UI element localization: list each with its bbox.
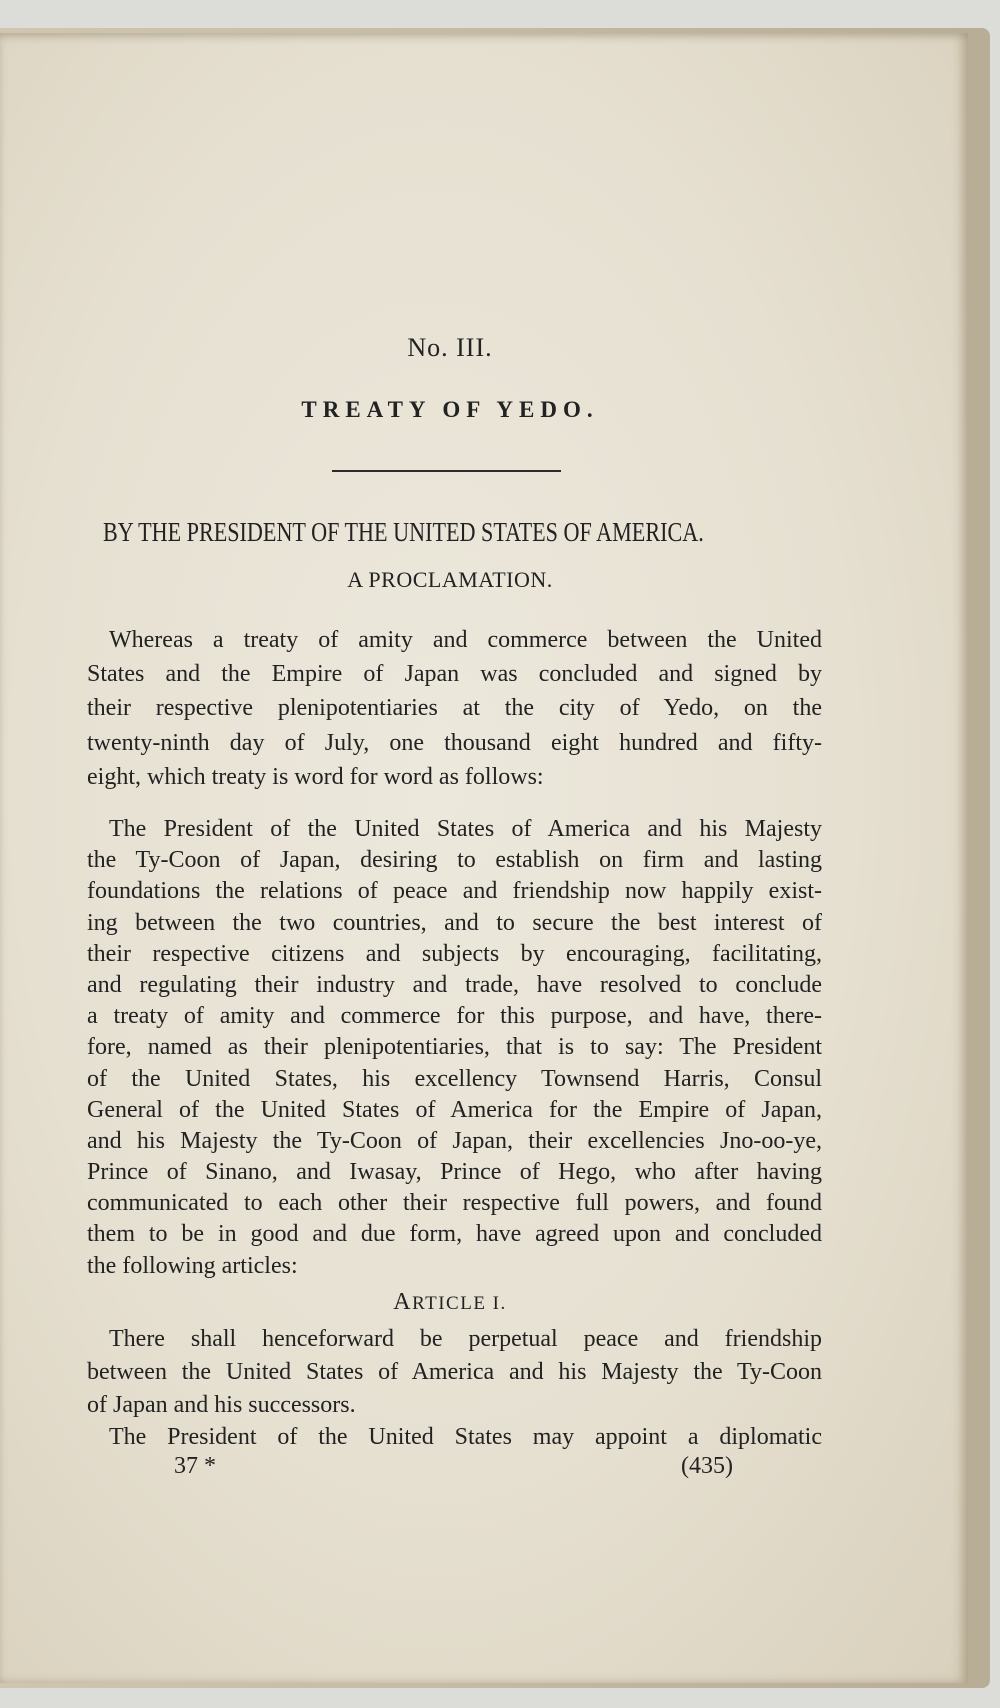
text-line: Prince of Sinano, and Iwasay, Prince of Hego, who after having [87, 1159, 822, 1186]
document-number: No. III. [407, 333, 493, 362]
text-line: their respective plenipotentiaries at the city of Yedo, on the [87, 695, 822, 722]
text-line: of Japan and his successors. [87, 1391, 356, 1418]
text-line: of the United States, his excellency Townsend Harris, Consul [87, 1065, 822, 1092]
text-line: fore, named as their plenipotentiaries, that is to say: The President [87, 1034, 822, 1061]
text-line: foundations the relations of peace and friendship now happily exist- [87, 878, 822, 905]
text-line: The President of the United States of America and his Majesty [109, 816, 822, 842]
page-number: (435) [681, 1453, 733, 1479]
text-line: a treaty of amity and commerce for this purpose, and have, there- [87, 1003, 822, 1030]
paragraph-whereas [87, 623, 822, 794]
text-line: the following articles: [87, 1252, 298, 1279]
text-line: States and the Empire of Japan was concluded and signed by [87, 661, 822, 688]
text-line: twenty-ninth day of July, one thousand eight hundred and fifty- [87, 729, 822, 756]
book-page [0, 33, 968, 1683]
text-line: There shall henceforward be perpetual peace and friendship [109, 1326, 822, 1352]
text-line: the Ty-Coon of Japan, desiring to establish on firm and lasting [87, 847, 822, 874]
text-line: Whereas a treaty of amity and commerce between the United [109, 627, 822, 653]
document-title: TREATY OF YEDO. [301, 397, 599, 422]
text-line: between the United States of America and his Majesty the Ty-Coon [87, 1358, 822, 1385]
signature-mark: 37 * [174, 1453, 216, 1479]
text-line: General of the United States of America for the Empire of Japan, [87, 1096, 822, 1123]
paragraph-preamble [87, 814, 822, 1282]
title-rule [332, 470, 561, 472]
text-line: communicated to each other their respective full powers, and found [87, 1190, 822, 1217]
text-line: The President of the United States may appoint a diplomatic [109, 1424, 822, 1451]
text-line: eight, which treaty is word for word as follows: [87, 763, 544, 790]
proclaimer-heading: BY THE PRESIDENT OF THE UNITED STATES OF AMERICA. [103, 517, 704, 547]
article-heading-initial: A [393, 1289, 413, 1315]
text-line: their respective citizens and subjects by encouraging, facilitating, [87, 940, 822, 967]
text-line: and his Majesty the Ty-Coon of Japan, their excellencies Jno-oo-ye, [87, 1127, 822, 1154]
proclamation-subtitle: A PROCLAMATION. [347, 567, 553, 592]
article-heading [0, 1289, 900, 1316]
article-text [87, 1323, 822, 1454]
article-heading-rest: RTICLE I. [412, 1293, 507, 1314]
text-line: and regulating their industry and trade, have resolved to conclude [87, 971, 822, 998]
text-line: ing between the two countries, and to secure the best interest of [87, 909, 822, 936]
text-line: them to be in good and due form, have agreed upon and concluded [87, 1221, 822, 1248]
